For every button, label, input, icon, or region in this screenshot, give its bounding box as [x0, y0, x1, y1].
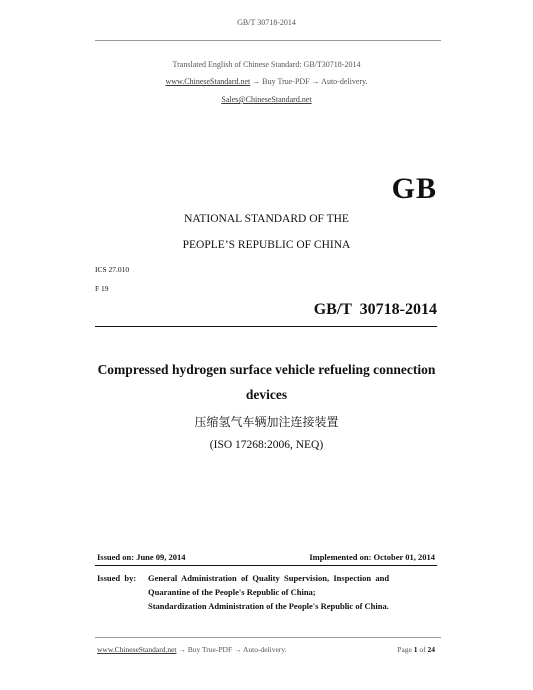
national-standard-line2: PEOPLE’S REPUBLIC OF CHINA — [182, 239, 351, 251]
title-chinese: 压缩氢气车辆加注连接装置 — [194, 415, 339, 429]
email-line — [0, 95, 533, 104]
footer-purchase-text: → Buy True-PDF → Auto-delivery. — [178, 645, 287, 654]
footer-divider — [95, 637, 441, 638]
ics-code: ICS 27.010 — [95, 265, 130, 274]
issued-by-line3: Standardization Administration of the People's Republic of China. — [148, 601, 389, 611]
page-label: Page — [397, 645, 412, 654]
dates-rule — [95, 565, 437, 566]
implemented-on: Implemented on: October 01, 2014 — [309, 552, 435, 562]
issued-by-line2: Quarantine of the People's Republic of China; — [148, 587, 316, 597]
gb-logo: GB — [391, 172, 437, 205]
issued-by-line1: General Administration of Quality Supervision, Inspection and — [148, 573, 390, 583]
title-line2: devices — [245, 387, 288, 402]
email-link[interactable]: Sales@ChineseStandard.net — [221, 95, 312, 104]
issued-on: Issued on: June 09, 2014 — [97, 552, 186, 562]
title-line1: Compressed hydrogen surface vehicle refueling connection — [97, 362, 436, 377]
purchase-text: → Buy True-PDF → Auto-delivery. — [252, 77, 368, 86]
page-of: of — [419, 645, 426, 654]
page-indicator — [397, 645, 435, 654]
standard-number-rule — [95, 326, 437, 327]
running-header: GB/T 30718-2014 — [237, 18, 296, 27]
footer-site-link[interactable]: www.ChineseStandard.net — [97, 645, 177, 654]
title-equivalence: (ISO 17268:2006, NEQ) — [209, 439, 324, 451]
site-link[interactable]: www.ChineseStandard.net — [165, 77, 251, 86]
page-total: 24 — [427, 645, 435, 654]
translation-notice: Translated English of Chinese Standard: GB/T30718-2014 — [172, 60, 361, 69]
national-standard-line1: NATIONAL STANDARD OF THE — [184, 213, 349, 225]
header-divider — [95, 40, 441, 41]
issued-by-label: Issued by: — [97, 573, 137, 583]
standard-number: GB/T 30718-2014 — [313, 301, 437, 318]
page-current: 1 — [413, 645, 418, 654]
purchase-line — [0, 77, 533, 86]
ccs-code: F 19 — [95, 284, 109, 293]
footer-purchase-line — [97, 645, 286, 654]
